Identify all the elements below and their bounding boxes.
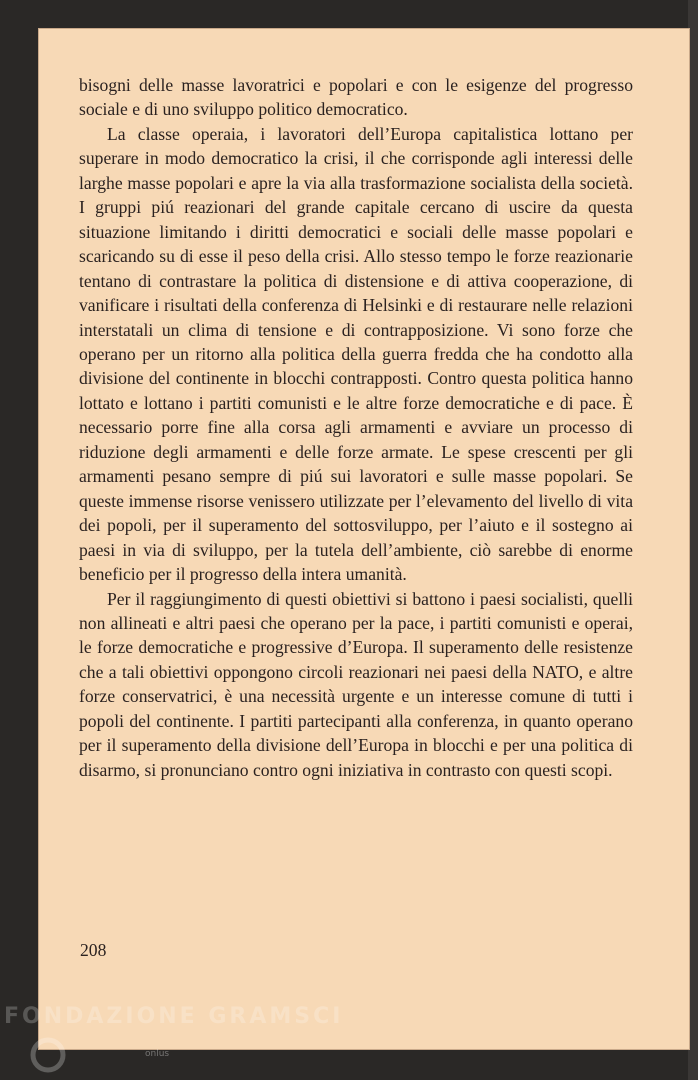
watermark-suffix: onlus (145, 1049, 170, 1059)
paragraph: La classe operaia, i lavoratori dell’Europa capitalistica lottano per superare in modo democratico la crisi, il che corrisponde agli interessi delle larghe masse popolari e apre la via alla trasformazione socialista della società. I gruppi piú reazionari del grande capitale cercano di uscire da questa situazione limitando i diritti democratici e sociali delle masse popolari e scaricando su di esse il peso della crisi. Allo stesso tempo le forze reazionarie tentano di contrastare la politica di distensione e di attiva cooperazione, di vanificare i risultati della conferenza di Helsinki e di restaurare nelle relazioni interstatali un clima di tensione e di contrapposizione. Vi sono forze che operano per un ritorno alla politica della guerra fredda che ha condotto alla divisione del continente in blocchi contrapposti. Contro questa politica hanno lottato e lottano i partiti comunisti e le altre forze democratiche e di pace. È necessario porre fine alla corsa agli armamenti e avviare un processo di riduzione degli armamenti e delle forze armate. Le spese crescenti per gli armamenti pesano sempre di piú sui lavoratori e sulle masse popolari. Se queste immense risorse venissero utilizzate per l’elevamento del livello di vita dei popoli, per il superamento del sottosviluppo, per l’aiuto e il sostegno ai paesi in via di sviluppo, per la tutela dell’ambiente, ciò sarebbe di enorme beneficio per il progresso della intera umanità. (79, 123, 633, 585)
watermark-name: FONDAZIONE GRAMSCI (4, 1004, 344, 1029)
body-text (79, 73, 633, 782)
foundation-logo-icon (28, 1035, 68, 1075)
page-number: 208 (80, 940, 107, 960)
paragraph: Per il raggiungimento di questi obiettivi si battono i paesi socialisti, quelli non allineati e altri paesi che operano per la pace, i partiti comunisti e operai, le forze democratiche e progressive d’Europa. Il superamento delle resistenze che a tali obiettivi oppongono circoli reazionari nei paesi della NATO, e altre forze conservatrici, è una necessità urgente e un interesse comune di tutti i popoli del continente. I partiti partecipanti alla conferenza, in quanto operano per il superamento della divisione dell’Europa in blocchi e per una politica di disarmo, si pronunciano contro ogni iniziativa in contrasto con questi scopi. (79, 588, 633, 780)
paragraph-continued: bisogni delle masse lavoratrici e popolari e con le esigenze del progresso sociale e di uno sviluppo politico democratico. (79, 75, 633, 120)
